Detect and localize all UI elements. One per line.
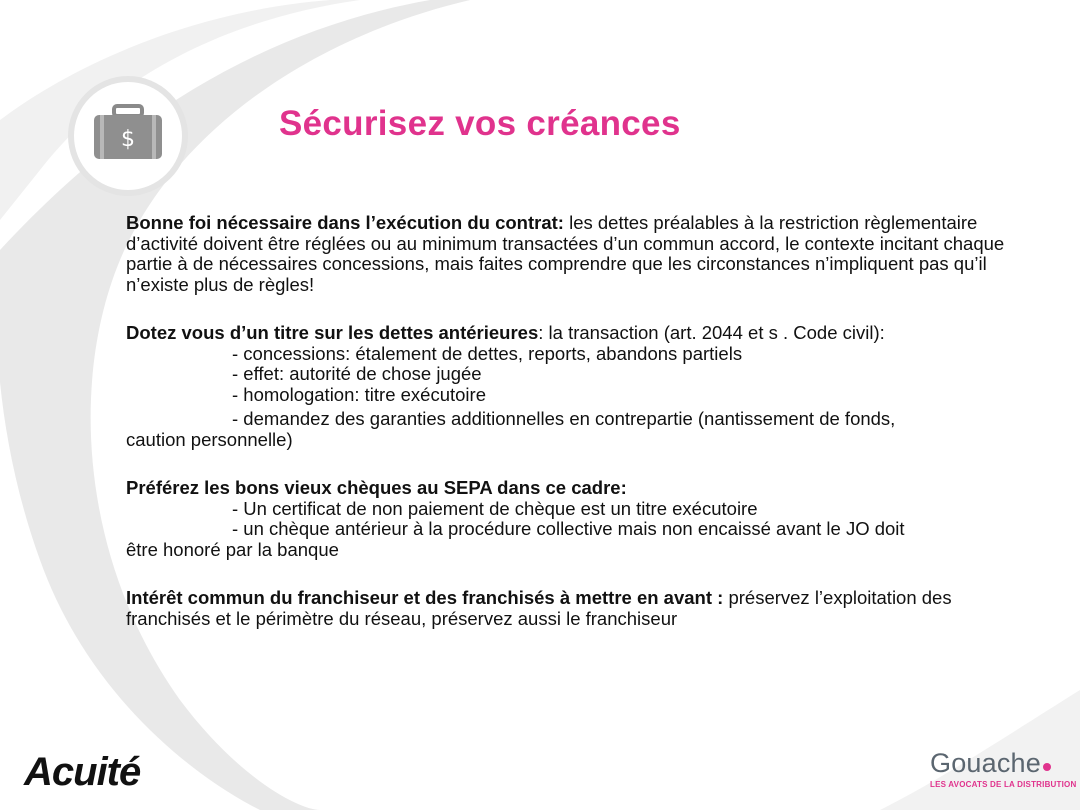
section-text: : la transaction (art. 2044 et s . Code civil): [538,322,885,343]
gouache-dot-icon [1043,763,1051,771]
list-item: - concessions: étalement de dettes, reports, abandons partiels [232,342,743,364]
section-lead: Intérêt commun du franchiseur et des franchisés à mettre en avant : [126,587,724,608]
slide-body [126,213,1041,657]
list-item-continuation: être honoré par la banque [126,538,339,560]
money-briefcase-icon [66,74,190,198]
list-item-continuation: caution personnelle) [126,428,293,450]
section-good-faith [126,213,1041,295]
slide-title: Sécurisez vos créances [279,104,681,143]
section-cheques [126,478,1041,560]
section-common-interest [126,588,1041,629]
list-item: - effet: autorité de chose jugée [232,363,482,384]
list-item: - Un certificat de non paiement de chèque est un titre exécutoire [232,497,758,519]
section-lead: Bonne foi nécessaire dans l’exécution du contrat: [126,212,564,233]
gouache-logo-name: Gouache [930,748,1041,778]
gouache-logo [930,748,1076,789]
svg-text:Acuité: Acuité [24,750,141,792]
svg-text:$: $ [121,127,135,152]
list-item: - homologation: titre exécutoire [232,383,486,405]
list-item: - un chèque antérieur à la procédure collective mais non encaissé avant le JO doit [232,518,905,539]
list-item: - demandez des garanties additionnelles en contrepartie (nantissement de fonds, [232,408,896,429]
section-text: les dettes préalables à la restriction règlementaire d’activité doivent être réglées ou au minimum transactées d’un commun accord, le contexte incitant chaque partie à de nécessaires concessions, mais faites comprendre que les circonstances n’impliquent pas qu’il n’existe plus de règles! [126,212,1005,295]
section-lead: Dotez vous d’un titre sur les dettes antérieures [126,322,539,343]
section-text: préservez l’exploitation des franchisés et le périmètre du réseau, préservez aussi le franchiseur [126,587,952,629]
gouache-logo-tagline: LES AVOCATS DE LA DISTRIBUTION [930,780,1077,789]
section-lead: Préférez les bons vieux chèques au SEPA dans ce cadre: [126,477,627,498]
section-title-on-debts [126,323,1041,450]
acuite-logo [22,750,232,792]
